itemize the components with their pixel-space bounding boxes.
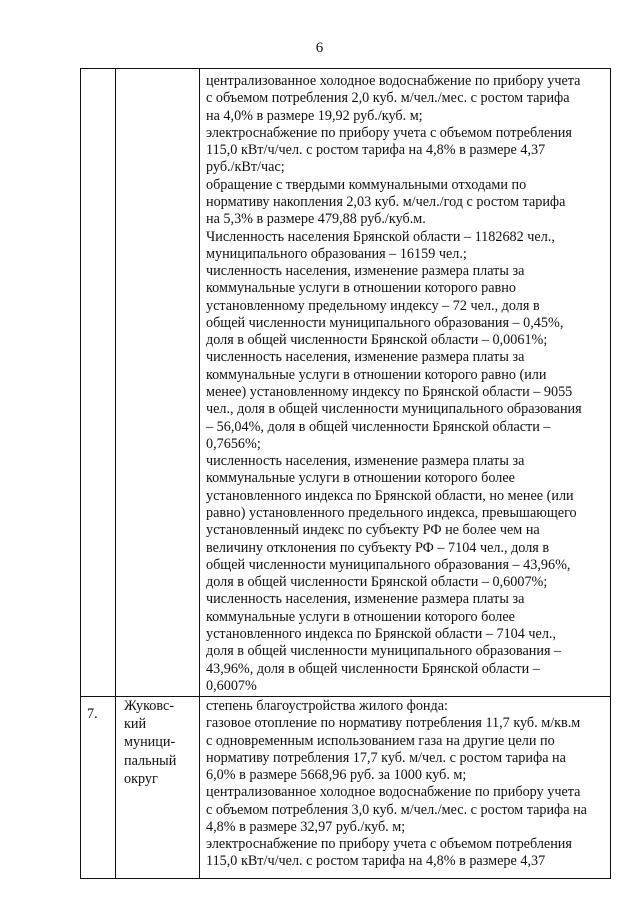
text-line: 4,8% в размере 32,97 руб./куб. м; [206, 818, 406, 835]
table-border-right [610, 68, 611, 879]
text-line: нормативу потребления 17,7 куб. м/чел. с ростом тарифа на [206, 749, 566, 766]
text-line: на 4,0% в размере 19,92 руб./куб. м; [206, 107, 423, 124]
text-line: электроснабжение по прибору учета с объемом потребления [206, 836, 572, 852]
text-line: общей численности муниципального образования – 43,96%, [206, 556, 571, 573]
text-line: пальный [124, 752, 177, 769]
text-line: равно) установленного предельного индекса, превышающего [206, 505, 577, 521]
row-divider [80, 696, 611, 697]
text-line: степень благоустройства жилого фонда: [206, 698, 448, 714]
text-line: численность населения, изменение размера платы за [206, 453, 525, 470]
text-line: доля в общей численности муниципального образования – [206, 643, 562, 660]
text-line: 0,7656%; [206, 435, 261, 452]
text-line: общей численности муниципального образования – 0,45%, [206, 314, 564, 331]
text-line: Жуковс- [124, 698, 175, 714]
text-line: обращение с твердыми коммунальными отходами по [206, 176, 527, 193]
text-line: с объемом потребления 2,0 куб. м/чел./мес. с ростом тарифа [206, 90, 570, 107]
text-line: коммунальные услуги в отношении которого равно (или [206, 366, 547, 383]
text-line: с объемом потребления 3,0 куб. м/чел./мес. с ростом тарифа на [206, 801, 587, 818]
text-line: численность населения, изменение размера платы за [206, 263, 525, 280]
text-line: руб./кВт/час; [206, 159, 285, 176]
table-border-top [80, 68, 611, 69]
text-line: газовое отопление по нормативу потребления 11,7 куб. м/кв.м [206, 715, 581, 732]
text-line: установленному предельному индексу – 72 чел., доля в [206, 297, 540, 314]
table-border-bottom [80, 878, 611, 879]
text-line: чел., доля в общей численности муниципального образования [206, 401, 582, 418]
text-line: электроснабжение по прибору учета с объемом потребления [206, 124, 572, 141]
text-line: 6,0% в размере 5668,96 руб. за 1000 куб. м; [206, 767, 467, 783]
text-line: установленного индекса по Брянской области – 7104 чел., [206, 625, 557, 642]
text-line: численность населения, изменение размера платы за [206, 591, 525, 608]
page-number: 6 [315, 40, 324, 56]
text-line: Численность населения Брянской области – 1182682 чел., [206, 228, 555, 245]
text-line: величину отклонения по субъекту РФ – 7104 чел., доля в [206, 539, 550, 556]
table-border-left [80, 68, 81, 879]
text-line: – 56,04%, доля в общей численности Брянской области – [206, 418, 551, 435]
text-line: муниципального образования – 16159 чел.; [206, 245, 467, 262]
text-line: доля в общей численности Брянской области – 0,6007%; [206, 574, 548, 591]
text-line: нормативу накопления 2,03 куб. м/чел./год с ростом тарифа [206, 193, 566, 210]
text-line: 115,0 кВт/ч/чел. с ростом тарифа на 4,8% в размере 4,37 [206, 142, 546, 159]
text-line: 115,0 кВт/ч/чел. с ростом тарифа на 4,8% в размере 4,37 [206, 853, 546, 870]
text-line: доля в общей численности Брянской области – 0,0061%; [206, 332, 548, 349]
text-line: коммунальные услуги в отношении которого более [206, 470, 515, 487]
column-divider-2 [199, 68, 200, 879]
text-line: коммунальные услуги в отношении которого равно [206, 280, 516, 297]
text-line: с одновременным использованием газа на другие цели по [206, 732, 555, 749]
text-line: менее) установленному индексу по Брянской области – 9055 [206, 384, 573, 401]
text-line: кий [124, 716, 147, 733]
text-line: на 5,3% в размере 479,88 руб./куб.м. [206, 211, 426, 228]
text-line: централизованное холодное водоснабжение по прибору учета [206, 784, 581, 801]
text-line: численность населения, изменение размера платы за [206, 349, 525, 366]
text-line: централизованное холодное водоснабжение по прибору учета [206, 73, 581, 89]
text-line: округ [124, 770, 158, 787]
text-line: 43,96%, доля в общей численности Брянской области – [206, 660, 540, 677]
column-divider-1 [115, 68, 116, 879]
text-line: коммунальные услуги в отношении которого более [206, 608, 515, 625]
text-line: 0,6007% [206, 677, 257, 694]
text-line: муници- [124, 734, 176, 751]
text-line: установленный индекс по субъекту РФ не более чем на [206, 522, 540, 539]
row-number: 7. [87, 706, 98, 722]
text-line: установленного индекса по Брянской области, но менее (или [206, 487, 574, 504]
